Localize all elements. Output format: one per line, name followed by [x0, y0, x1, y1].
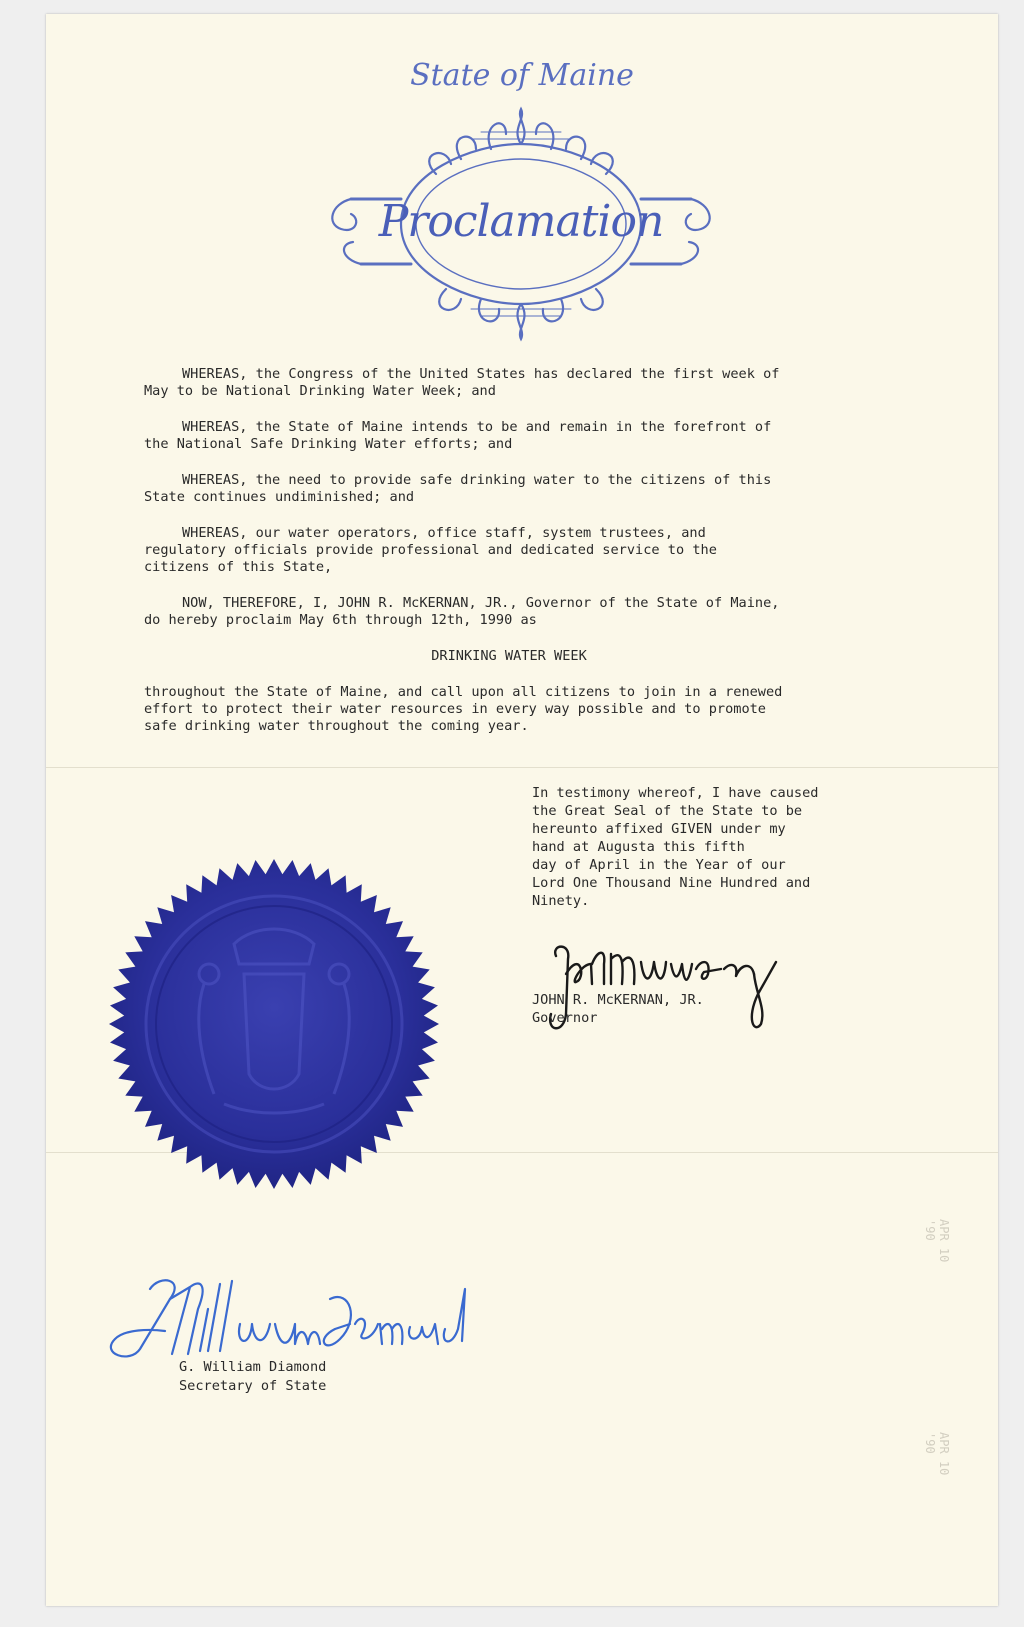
testimony-block: In testimony whereof, I have caused the Great Seal of the State to be hereunto affixed GIVEN under my hand at Augusta this fifth day of April in the Year of our Lord One Thousand Nine Hundred and Ninety.: [532, 785, 819, 909]
secretary-title: Secretary of State: [179, 1378, 327, 1394]
therefore-paragraph: NOW, THEREFORE, I, JOHN R. McKERNAN, JR., Governor of the State of Maine, do hereby proclaim May 6th through 12th, 1990 as: [144, 595, 780, 628]
governor-signature: [526, 934, 786, 1044]
proclamation-title: Proclamation: [378, 196, 664, 247]
proclaimed-week: DRINKING WATER WEEK: [431, 648, 587, 664]
great-seal-icon: [104, 854, 444, 1194]
governor-block: [532, 991, 704, 1027]
whereas-paragraph-1: WHEREAS, the Congress of the United States has declared the first week of May to be National Drinking Water Week; and: [144, 366, 780, 399]
whereas-paragraph-3: WHEREAS, the need to provide safe drinking water to the citizens of this State continues undiminished; and: [144, 472, 772, 505]
closing-paragraph: throughout the State of Maine, and call upon all citizens to join in a renewed effort to protect their water resources in every way possible and to promote safe drinking water throughout the coming year.: [144, 684, 783, 734]
proclamation-page: [46, 14, 998, 1606]
state-heading: State of Maine: [410, 58, 634, 93]
governor-title: Governor: [532, 1010, 598, 1026]
proclamation-body: [144, 366, 874, 754]
secretary-name: G. William Diamond: [179, 1359, 327, 1375]
whereas-paragraph-2: WHEREAS, the State of Maine intends to be and remain in the forefront of the National Safe Drinking Water efforts; and: [144, 419, 772, 452]
received-stamp: APR 10 '90: [923, 1432, 951, 1476]
secretary-signature: [90, 1269, 490, 1369]
secretary-block: [179, 1358, 326, 1396]
whereas-paragraph-4: WHEREAS, our water operators, office staff, system trustees, and regulatory officials provide professional and dedicated service to the citizens of this State,: [144, 525, 717, 575]
fold-line: [46, 767, 998, 768]
received-stamp: APR 10 '90: [923, 1219, 951, 1263]
governor-name: JOHN R. McKERNAN, JR.: [532, 992, 704, 1008]
